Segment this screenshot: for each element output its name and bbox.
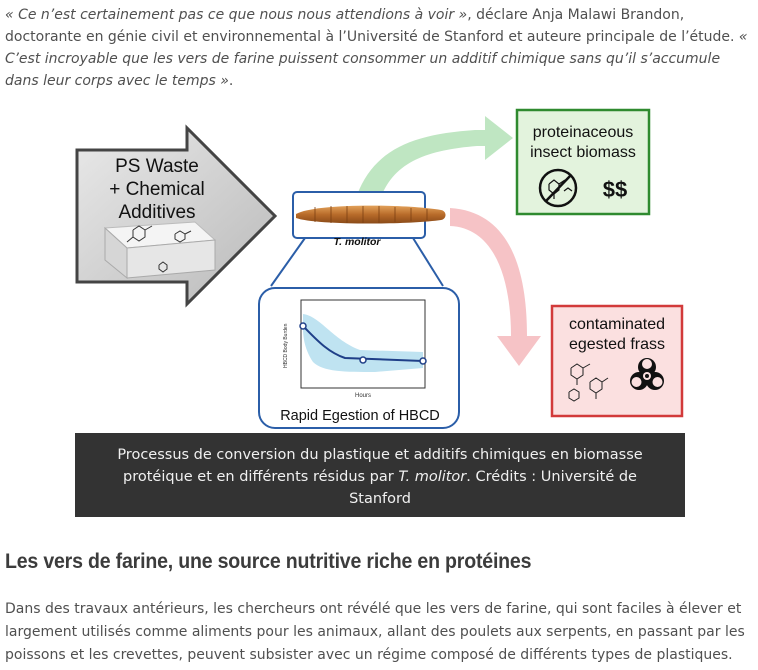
- organism-label: T. molitor: [333, 236, 381, 248]
- biomass-label-2: insect biomass: [530, 144, 636, 161]
- process-diagram: [75, 100, 685, 433]
- data-point: [420, 358, 426, 364]
- arrow-label-2: + Chemical: [109, 179, 205, 200]
- caption-part-2: . Crédits : Université de Stanford: [349, 469, 637, 507]
- data-point: [300, 323, 306, 329]
- section-heading: Les vers de farine, une source nutritive riche en protéines: [5, 550, 532, 573]
- plot-y-label: HBCD Body Burden: [283, 323, 289, 368]
- frass-label-2: egested frass: [568, 336, 666, 353]
- plot-title: Rapid Egestion of HBCD: [280, 408, 440, 424]
- green-flow-arrow: [357, 116, 513, 200]
- arrow-label-3: Additives: [118, 202, 196, 223]
- polystyrene-block-icon: [105, 222, 215, 278]
- body-paragraph: Dans des travaux antérieurs, les chercheurs ont révélé que les vers de farine, qui sont faciles à élever et largement utilisés comme aliments pour les animaux, allant des poulets aux serpents, en passant par les poissons et les crevettes, peuvent subsister avec un régime composé de différents types de plastiques.: [5, 601, 745, 663]
- intro-end: .: [228, 73, 234, 89]
- arrow-label-1: PS Waste: [115, 156, 199, 177]
- red-flow-arrow: [450, 208, 541, 366]
- data-point: [360, 357, 366, 363]
- intro-quote-1: « Ce n’est certainement pas ce que nous nous attendions à voir »: [5, 7, 468, 23]
- caption-italic: T. molitor: [398, 469, 467, 485]
- intro-quote-2: « C’est incroyable que les vers de farine puissent consommer un additif chimique sans qu’il s’accumule dans leur corps avec le temps »: [5, 29, 748, 89]
- money-icon: $$: [602, 177, 628, 202]
- frass-label-1: contaminated: [568, 316, 666, 333]
- plot-x-label: Hours: [354, 393, 372, 399]
- biomass-label-1: proteinaceous: [532, 124, 634, 141]
- intro-attribution: , déclare Anja Malawi Brandon, doctorante en génie civil et environnemental à l’Université de Stanford et auteure principale de l’étude.: [5, 7, 739, 45]
- intro-paragraph: [5, 4, 753, 92]
- figure-caption: [75, 433, 685, 517]
- caption-part-1: Processus de conversion du plastique et additifs chimiques en biomasse protéique et en différents résidus par: [117, 447, 643, 485]
